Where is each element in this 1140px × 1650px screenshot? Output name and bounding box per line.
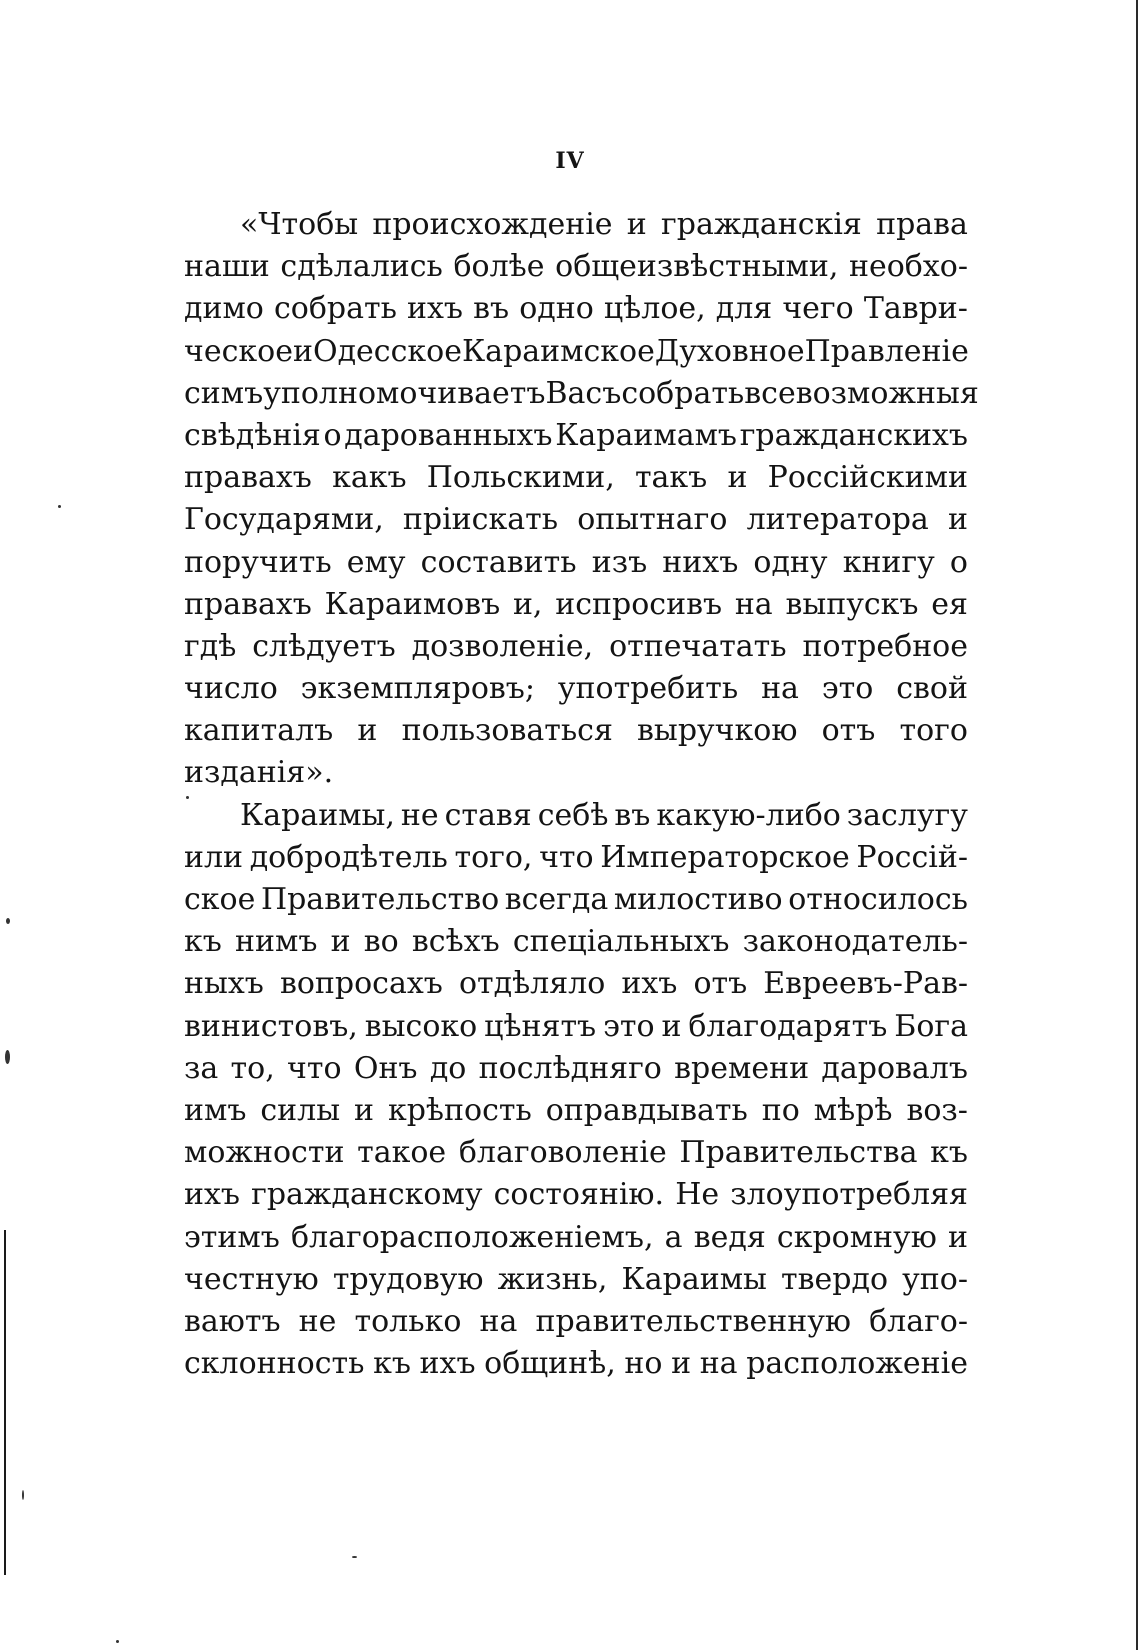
word: экземпляровъ; [300,671,535,707]
word: Польскими, [426,460,615,496]
text-line [184,415,968,457]
word: о [323,417,342,453]
word: Караимы [621,1261,767,1297]
word: на [479,1303,518,1339]
word: вопросахъ [279,966,443,1002]
word: на [734,586,773,622]
word: Правительство [260,882,500,917]
word: имъ [184,1092,247,1128]
word: относилось [788,882,968,917]
word: и [330,924,351,960]
word: что [287,1050,342,1086]
word: и [626,207,647,242]
word: поручить [184,544,332,580]
text-line [184,1217,968,1259]
word: себѣ [537,797,609,833]
word: гражданскія [661,207,862,242]
scan-speck [116,1640,119,1643]
word: слѣдуетъ [252,628,396,664]
word: отъ [821,713,876,749]
word: можности [184,1135,345,1171]
word: винистовъ, [184,1008,358,1044]
word: милостиво [613,882,783,917]
word: и [727,460,748,496]
word: уполномочиваетъ [263,375,546,411]
word: къ [184,924,222,960]
text-line [184,1090,968,1132]
word: свѣдѣнія [184,417,321,453]
word: Россій- [856,839,968,875]
text-line [184,288,968,330]
word: крѣпость [387,1092,532,1128]
word: заслугу [846,797,968,833]
word: того, [454,839,533,875]
body-text [184,204,979,1385]
word: жизнь, [497,1261,608,1297]
word: на [699,1346,738,1382]
word: ему [346,544,406,580]
word: того [899,713,968,749]
word: состоянію. [493,1177,665,1213]
text-line [184,1132,968,1174]
text-line [184,710,968,752]
word: ихъ [621,966,678,1002]
text-line [184,331,968,373]
word: Караимовъ [324,586,501,622]
word: только [354,1303,462,1339]
word: законодатель- [742,924,968,960]
text-line [184,1301,968,1343]
word: цѣнятъ [484,1008,597,1044]
word: общинѣ, [484,1346,616,1382]
word: Васъ [545,375,622,411]
word: а [664,1219,683,1255]
text-line [184,837,968,879]
word: цѣлое, [603,291,706,327]
word: Духовное [654,333,805,369]
word: отдѣляло [458,966,606,1002]
word: ское [184,882,256,917]
word: испросивъ [555,586,723,622]
word: мѣрѣ [813,1092,893,1128]
word: ставя [444,797,532,833]
word: свой [896,671,968,707]
word: сдѣлались [280,249,443,285]
word: болѣе [453,249,545,285]
word: отпечатать [609,628,787,664]
word: спеціальныхъ [512,924,730,960]
word: и [947,502,968,538]
word: этимъ [184,1219,280,1255]
word: склонность [184,1346,365,1382]
word: до [429,1050,467,1086]
word: Евреевъ-Рав- [763,966,968,1002]
word: Караимы, [240,797,395,833]
scan-speck [5,1050,10,1064]
word: такъ [634,460,708,496]
word: правахъ [184,586,312,622]
word: благодарятъ [688,1008,888,1044]
text-line [184,626,968,668]
word: правительственную [535,1303,851,1339]
word: права [876,207,968,242]
word: ихъ [407,291,464,327]
word: число [184,671,278,707]
word: злоупотребляя [730,1177,968,1213]
scan-speck [58,505,61,508]
text-line [184,373,979,415]
word: Не [675,1177,720,1213]
word: ихъ [419,1346,476,1382]
word: оправдывать [545,1092,748,1128]
word: ведя [693,1219,766,1255]
text-line [184,1006,968,1048]
word: какую-либо [656,797,841,833]
word: составить [420,544,577,580]
word: твердо [781,1261,889,1297]
word: или [184,839,244,875]
word: Правительства [679,1135,918,1171]
word: Одесское [312,333,462,369]
word: выпускъ [785,586,919,622]
text-line [184,1048,968,1090]
word: собрать [621,375,745,411]
word: воз- [906,1092,968,1128]
word: но [624,1346,663,1382]
word: наши [184,249,270,285]
word: отъ [693,966,748,1002]
text-line [184,963,968,1005]
word: благо- [869,1303,968,1339]
text-line [184,499,968,541]
word: нимъ [235,924,318,960]
word: гдѣ [184,628,237,664]
word: расположеніе [746,1346,968,1382]
word: высоко [364,1008,478,1044]
word: Императорское [600,839,850,875]
text-line [184,1259,968,1301]
word: ческое [184,333,293,369]
word: ихъ [184,1177,241,1213]
word: дарованныхъ [344,417,553,453]
word: всегда [504,882,609,917]
word: опытнаго [577,502,728,538]
word: даровалъ [821,1050,968,1086]
word: ваютъ [184,1303,281,1339]
word: чего [782,291,854,327]
word: симъ [184,375,264,411]
word: потребное [802,628,968,664]
word: упо- [902,1261,968,1297]
word: ея [931,586,968,622]
page-number: IV [555,148,585,174]
scan-edge-right [1136,0,1138,1650]
word: капиталъ [184,713,334,749]
word: пользоваться [401,713,613,749]
word: необхо- [849,249,968,285]
word: одну [753,544,828,580]
text-line [184,921,968,963]
word: и [671,1346,692,1382]
word: пріискать [402,502,559,538]
word: для [715,291,773,327]
word: въ [614,797,651,833]
word: по [761,1092,800,1128]
word: то, [230,1050,275,1086]
word: гражданскому [251,1177,483,1213]
word: добродѣтель [249,839,448,875]
text-line [184,1343,968,1385]
word: и [354,1092,375,1128]
word: къ [930,1135,968,1171]
text-line [184,795,968,837]
word: скромную [776,1219,937,1255]
scan-speck [6,918,10,924]
word: и [357,713,378,749]
scan-edge-left [4,1230,6,1575]
word: такое [357,1135,447,1171]
word: это [821,671,874,707]
word: общеизвѣстными, [555,249,839,285]
word: послѣдняго [478,1050,662,1086]
word: «Чтобы [240,207,359,242]
word: Правленіе [804,333,969,369]
word: къ [373,1346,411,1382]
word: ныхъ [184,966,264,1002]
word: силы [260,1092,341,1128]
word: Онъ [353,1050,418,1086]
word: изъ [591,544,648,580]
word: какъ [332,460,407,496]
word: димо [184,291,264,327]
word: происхожденіе [372,207,613,242]
word: литератора [746,502,929,538]
word: дозволеніе, [411,628,594,664]
word: что [539,839,594,875]
word: въ [473,291,510,327]
word: Россійскими [767,460,968,496]
word: книгу [842,544,935,580]
scan-speck [352,1556,357,1558]
word: Караимамъ [555,417,738,453]
word: благорасположеніемъ, [290,1219,654,1255]
word: и [947,1219,968,1255]
word: выручкою [637,713,798,749]
scan-speck [22,1490,24,1500]
word: изданія». [184,755,334,791]
word: честную [184,1261,319,1297]
word: и [292,333,313,369]
word: во [363,924,399,960]
word: Таври- [863,291,968,327]
word: собрать [273,291,397,327]
text-line [184,1174,968,1216]
text-line [184,752,968,794]
word: это [603,1008,655,1044]
word: на [761,671,799,707]
text-line [184,542,968,584]
text-line [184,246,968,288]
word: Караимское [461,333,655,369]
word: трудовую [332,1261,484,1297]
text-line [184,668,968,710]
word: правахъ [184,460,312,496]
word: всѣхъ [411,924,500,960]
word: одно [519,291,594,327]
word: времени [674,1050,810,1086]
word: и, [512,586,543,622]
word: не [400,797,439,833]
word: гражданскихъ [739,417,968,453]
word: благоволеніе [458,1135,667,1171]
text-line [184,584,968,626]
word: за [184,1050,219,1086]
word: нихъ [662,544,739,580]
text-line [184,879,968,921]
text-line [184,204,968,246]
word: и [661,1008,682,1044]
word: Бога [894,1008,968,1044]
word: о [949,544,968,580]
word: Государями, [184,502,384,538]
word: всевозможныя [744,375,979,411]
word: не [298,1303,337,1339]
text-line [184,457,968,499]
word: употребить [557,671,739,707]
